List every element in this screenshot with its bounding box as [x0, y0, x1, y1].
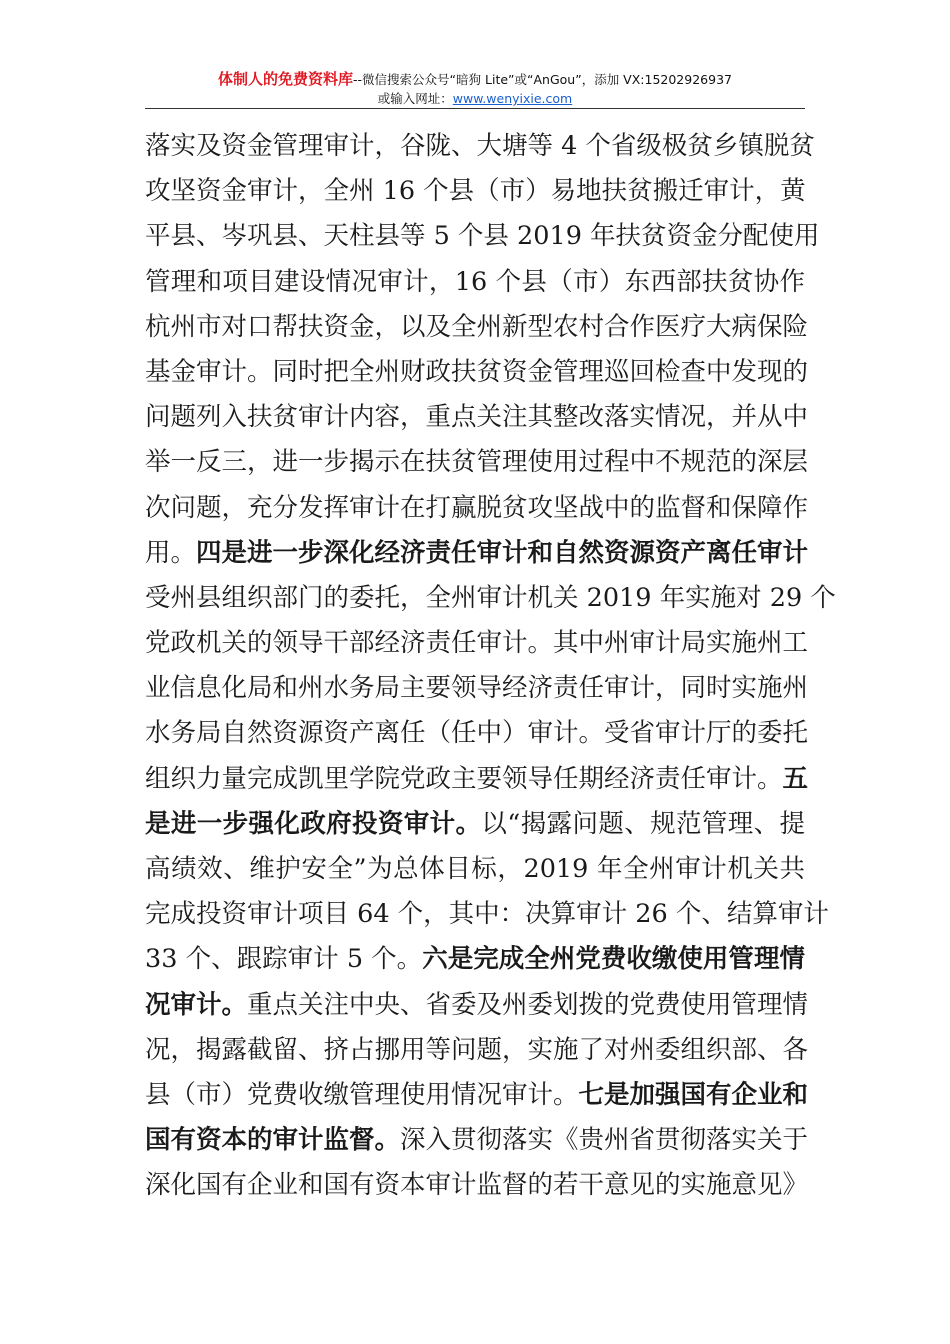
text-line: [145, 350, 809, 395]
body-text: 举一反三，进一步揭示在扶贫管理使用过程中不规范的深层: [145, 447, 809, 478]
body-text: 33 个、跟踪审计 5 个。: [145, 944, 423, 975]
header-notice: --微信搜索公众号“暗狗 Lite”或“AnGou”，添加 VX:15202926937: [353, 72, 732, 87]
body-text: 落实及资金管理审计，谷陇、大塘等 4 个省级极贫乡镇脱贫: [145, 131, 815, 161]
text-line: [145, 1118, 809, 1163]
bold-heading-text: 是进一步强化政府投资审计。: [145, 808, 482, 839]
text-line: [145, 124, 815, 169]
text-line: [145, 757, 809, 802]
body-text: 受州县组织部门的委托，全州审计机关 2019 年实施对 29 个: [145, 582, 836, 613]
bold-heading-text: 况审计。: [145, 989, 248, 1020]
body-text: 完成投资审计项目 64 个，其中：决算审计 26 个、结算审计: [145, 899, 829, 930]
header-line-2: [145, 89, 805, 108]
body-text: 县（市）党费收缴管理使用情况审计。: [145, 1079, 579, 1110]
body-text: 问题列入扶贫审计内容，重点关注其整改落实情况，并从中: [145, 402, 809, 433]
bold-heading-text: 六是完成全州党费收缴使用管理情: [422, 944, 805, 975]
document-body: [145, 124, 836, 1209]
text-line: [145, 711, 809, 756]
body-text: 基金审计。同时把全州财政扶贫资金管理巡回检查中发现的: [145, 356, 809, 387]
bold-heading-text: 七是加强国有企业和: [578, 1079, 809, 1110]
text-line: [145, 576, 836, 621]
body-text: 水务局自然资源资产离任（任中）审计。受省审计厅的委托: [145, 718, 809, 749]
text-line: [145, 395, 809, 440]
body-text: 杭州市对口帮扶资金，以及全州新型农村合作医疗大病保险: [145, 311, 809, 342]
text-line: [145, 260, 805, 305]
text-line: [145, 892, 829, 937]
bold-heading-text: 五: [782, 763, 809, 794]
body-text: 次问题，充分发挥审计在打赢脱贫攻坚战中的监督和保障作: [145, 492, 809, 523]
text-line: [145, 305, 809, 350]
brand-title: 体制人的免费资料库: [218, 70, 354, 88]
body-text: 以“揭露问题、规范管理、提: [481, 808, 805, 839]
body-text: 党政机关的领导干部经济责任审计。其中州审计局实施州工: [145, 628, 809, 659]
website-link[interactable]: www.wenyixie.com: [452, 91, 573, 106]
header-line-1: [145, 70, 805, 89]
body-text: 用。: [145, 537, 197, 568]
body-text: 深入贯彻落实《贵州省贯彻落实关于: [400, 1125, 809, 1156]
url-label: 或输入网址：: [377, 91, 453, 106]
text-line: [145, 531, 809, 576]
header-divider: [145, 108, 805, 109]
bold-heading-text: 国有资本的审计监督。: [145, 1125, 401, 1156]
body-text: 重点关注中央、省委及州委划拨的党费使用管理情: [247, 989, 809, 1020]
body-text: 管理和项目建设情况审计，16 个县（市）东西部扶贫协作: [145, 266, 805, 297]
text-line: [145, 983, 809, 1028]
text-line: [145, 802, 805, 847]
body-text: 组织力量完成凯里学院党政主要领导任期经济责任审计。: [145, 763, 783, 794]
body-text: 况，揭露截留、挤占挪用等问题，实施了对州委组织部、各: [145, 1034, 809, 1065]
text-line: [145, 1073, 809, 1118]
text-line: [145, 486, 809, 531]
body-text: 攻坚资金审计，全州 16 个县（市）易地扶贫搬迁审计，黄: [145, 176, 806, 207]
text-line: [145, 1028, 809, 1073]
text-line: [145, 1163, 809, 1208]
body-text: 深化国有企业和国有资本审计监督的若干意见的实施意见》: [145, 1170, 809, 1201]
body-text: 业信息化局和州水务局主要领导经济责任审计，同时实施州: [145, 673, 809, 704]
text-line: [145, 169, 805, 214]
body-text: 高绩效、维护安全”为总体目标，2019 年全州审计机关共: [145, 854, 805, 884]
page-header: [145, 70, 805, 108]
bold-heading-text: 四是进一步深化经济责任审计和自然资源资产离任审计: [196, 537, 809, 568]
body-text: 平县、岑巩县、天柱县等 5 个县 2019 年扶贫资金分配使用: [145, 221, 820, 252]
text-line: [145, 621, 809, 666]
text-line: [145, 666, 809, 711]
text-line: [145, 440, 809, 485]
text-line: [145, 847, 805, 892]
text-line: [145, 937, 805, 982]
text-line: [145, 214, 820, 259]
